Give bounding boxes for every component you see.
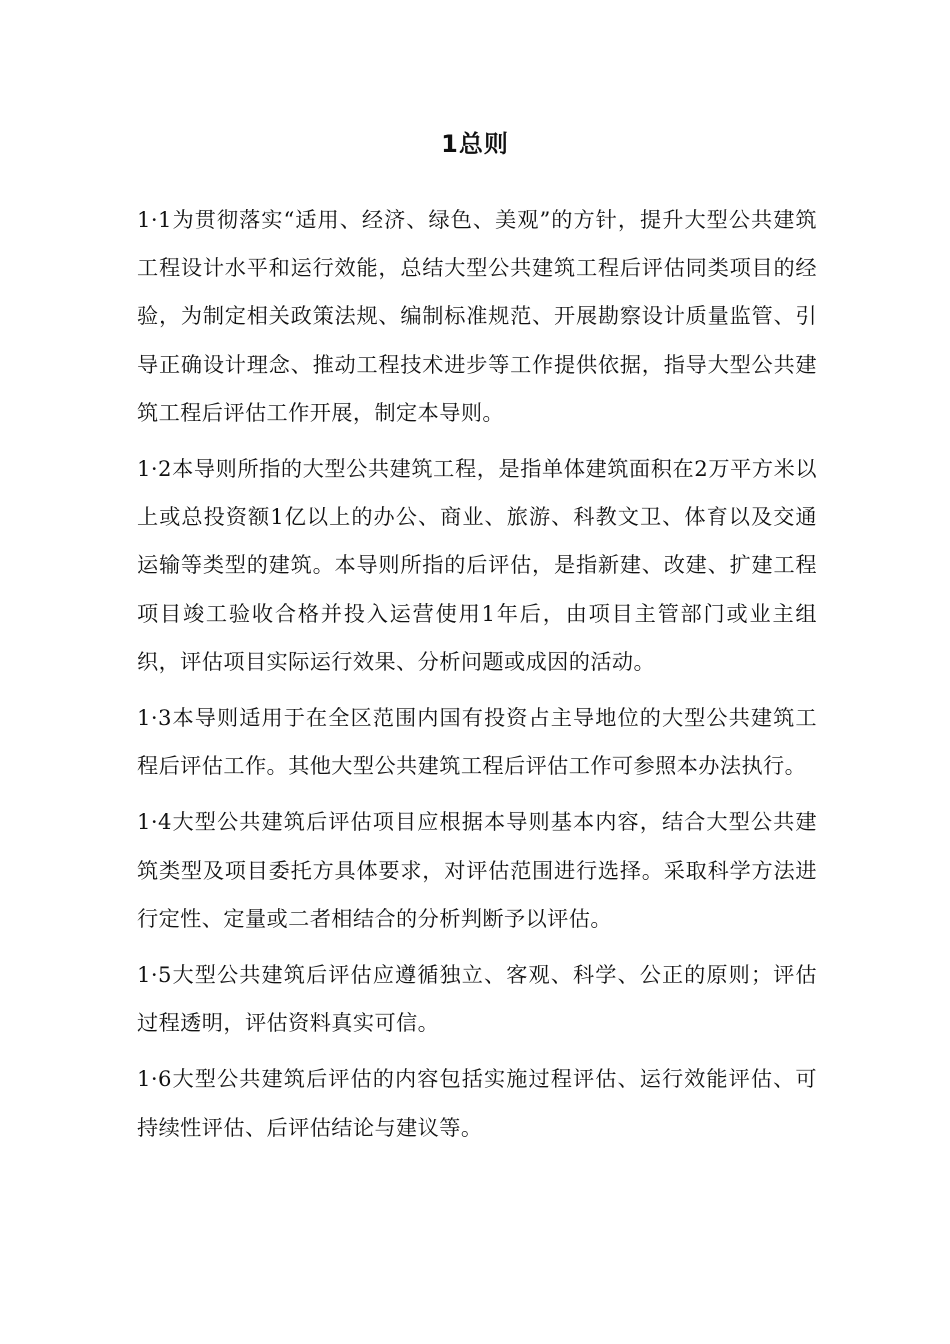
section-title: 1总则: [441, 130, 509, 158]
paragraph-1-5: 1·5大型公共建筑后评估应遵循独立、客观、科学、公正的原则；评估过程透明，评估资料真实可信。: [137, 962, 817, 1036]
paragraph-1-3: 1·3本导则适用于在全区范围内国有投资占主导地位的大型公共建筑工程后评估工作。其他大型公共建筑工程后评估工作可参照本办法执行。: [137, 705, 817, 779]
paragraph-1-1: 1·1为贯彻落实“适用、经济、绿色、美观”的方针，提升大型公共建筑工程设计水平和运行效能，总结大型公共建筑工程后评估同类项目的经验，为制定相关政策法规、编制标准规范、开展勘察设计质量监管、引导正确设计理念、推动工程技术进步等工作提供依据，指导大型公共建筑工程后评估工作开展，制定本导则。: [137, 207, 817, 425]
paragraph-1-6: 1·6大型公共建筑后评估的内容包括实施过程评估、运行效能评估、可持续性评估、后评估结论与建议等。: [137, 1066, 817, 1140]
paragraph-1-2: 1·2本导则所指的大型公共建筑工程，是指单体建筑面积在2万平方米以上或总投资额1亿以上的办公、商业、旅游、科教文卫、体育以及交通运输等类型的建筑。本导则所指的后评估，是指新建、改建、扩建工程项目竣工验收合格并投入运营使用1年后，由项目主管部门或业主组织，评估项目实际运行效果、分析问题或成因的活动。: [137, 456, 817, 674]
document-body: [137, 196, 817, 1160]
paragraph-1-4: 1·4大型公共建筑后评估项目应根据本导则基本内容，结合大型公共建筑类型及项目委托方具体要求，对评估范围进行选择。采取科学方法进行定性、定量或二者相结合的分析判断予以评估。: [137, 809, 817, 931]
